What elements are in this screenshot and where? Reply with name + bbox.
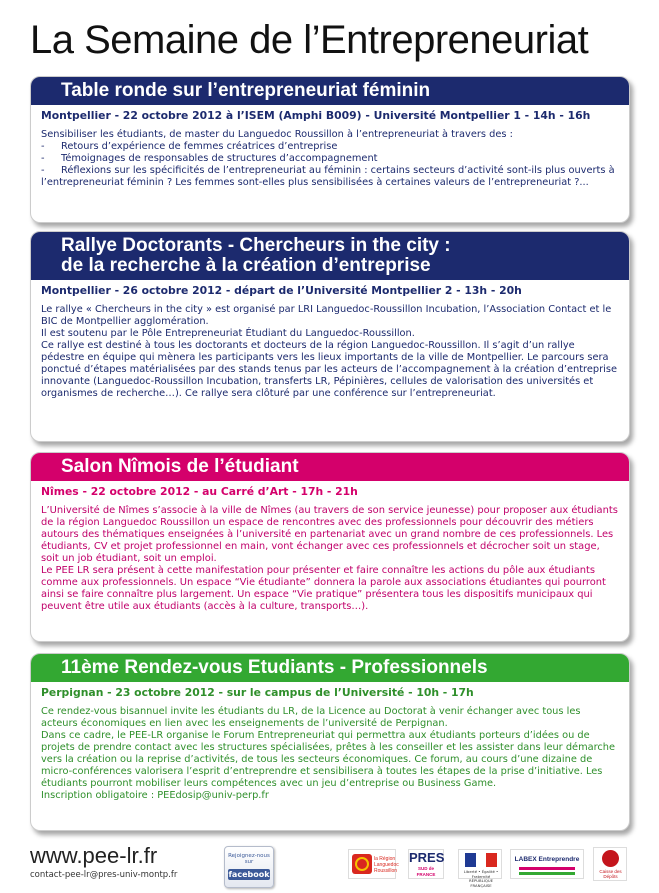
paragraph: Ce rendez-vous bisannuel invite les étudiants du LR, de la Licence au Doctorat à venir échanger avec tous les acteurs économiques en lien avec les enseignements de l’université de Perpignan. bbox=[41, 706, 581, 729]
event-card-rendez-vous bbox=[30, 653, 630, 831]
region-logo-text: la Région Languedoc Roussillon bbox=[374, 856, 399, 874]
event-heading-line: Salon Nîmois de l’étudiant bbox=[61, 456, 299, 477]
labex-logo bbox=[510, 849, 584, 879]
website-link[interactable]: www.pee-lr.fr bbox=[30, 843, 158, 868]
list-item: - Témoignages de responsables de structures d’accompagnement bbox=[41, 153, 378, 164]
event-intro: Sensibiliser les étudiants, de master du Languedoc Roussillon à l’entrepreneuriat à travers des : bbox=[41, 129, 513, 140]
event-heading-line: Rallye Doctorants - Chercheurs in the city : bbox=[61, 235, 451, 256]
labex-bar-icon bbox=[519, 872, 575, 875]
event-heading-line: de la recherche à la création d’entreprise bbox=[61, 255, 431, 276]
event-heading bbox=[31, 453, 629, 481]
list-item: - Réflexions sur les spécificités de l’entrepreneuriat au féminin : certains secteurs d’activité sont-ils plus ouverts à l’entrepreneuriat féminin ? Les femmes sont-elles plus sensibilisées à certaines valeurs de l’entrepreneuriat ?... bbox=[41, 165, 615, 188]
event-subtitle: Montpellier - 26 octobre 2012 - départ de l’Université Montpellier 2 - 13h - 20h bbox=[41, 284, 522, 297]
caisse-depots-emblem-icon bbox=[602, 850, 619, 867]
event-subtitle: Perpignan - 23 octobre 2012 - sur le campus de l’Université - 10h - 17h bbox=[41, 686, 474, 699]
caisse-depots-text: Caisse des Dépôts bbox=[599, 869, 622, 879]
facebook-join-label: Rejoignez-nous sur bbox=[228, 853, 270, 865]
paragraph: Ce rallye est destiné à tous les doctorants et docteurs de la région Languedoc-Roussillon. Il s’agit d’un rallye pédestre en équipe qui mènera les participants vers les lieux importants de la ville de Montpellier. Le parcours sera ponctué d’étapes matérialisées par des stands tenus par les acteurs de l’accompagnement à la création d’entreprise innovante (Languedoc-Roussillon Incubation, transferts LR, Pépinières, cellules de valorisation des universités et organismes de recherche…). Ce rallye sera clôturé par une conférence sur l’entrepreneuriat. bbox=[41, 340, 617, 399]
event-card-table-ronde bbox=[30, 76, 630, 223]
event-subtitle: Montpellier - 22 octobre 2012 à l’ISEM (Amphi B009) - Université Montpellier 1 - 14h - 16h bbox=[41, 109, 591, 122]
region-cross-icon bbox=[355, 857, 369, 871]
french-flag-icon bbox=[465, 853, 497, 867]
republique-logo bbox=[458, 849, 502, 888]
event-card-salon-nimois bbox=[30, 452, 630, 642]
republique-logo-text: Liberté • Égalité • Fraternité RÉPUBLIQUE FRANÇAISE bbox=[463, 869, 499, 888]
labex-logo-text: LABEX Entreprendre bbox=[514, 856, 580, 863]
contact-email-link[interactable]: contact-pee-lr@pres-univ-montp.fr bbox=[30, 870, 178, 880]
labex-bar-icon bbox=[519, 867, 575, 870]
event-description bbox=[31, 501, 629, 617]
event-heading-line: 11ème Rendez-vous Etudiants - Professionnels bbox=[61, 657, 488, 678]
pres-logo bbox=[408, 849, 444, 879]
event-heading bbox=[31, 77, 629, 105]
paragraph: Il est soutenu par le Pôle Entrepreneuriat Étudiant du Languedoc-Roussillon. bbox=[41, 328, 415, 339]
event-heading bbox=[31, 232, 629, 280]
paragraph: Le PEE LR sera présent à cette manifestation pour présenter et faire connaître les actions du pôle aux étudiants comme aux professionnels. Un espace “Vie étudiante” donnera la parole aux associations étudiantes qui pourront ainsi se faire connaître plus largement. Un espace “Vie pratique” présentera tous les dispositifs municipaux qui peuvent être utile aux étudiants (accès à la culture, transports…). bbox=[41, 565, 606, 612]
facebook-label: facebook bbox=[228, 870, 270, 879]
event-description bbox=[31, 125, 629, 193]
event-heading bbox=[31, 654, 629, 682]
event-description bbox=[31, 702, 629, 806]
event-heading-line: Table ronde sur l’entrepreneuriat féminin bbox=[61, 80, 431, 101]
paragraph: Le rallye « Chercheurs in the city » est organisé par LRI Languedoc-Roussillon Incubation, l’Association Contact et le BIC de Montpellier agglomération. bbox=[41, 304, 612, 327]
event-subtitle: Nîmes - 22 octobre 2012 - au Carré d’Art - 17h - 21h bbox=[41, 485, 358, 498]
pres-logo-sub: SUD de FRANCE bbox=[416, 866, 436, 877]
facebook-button[interactable] bbox=[224, 846, 274, 888]
paragraph: Inscription obligatoire : PEEdosip@univ-perp.fr bbox=[41, 790, 269, 801]
list-item: - Retours d’expérience de femmes créatrices d’entreprise bbox=[41, 141, 338, 152]
region-lr-logo bbox=[348, 849, 399, 879]
event-card-rallye bbox=[30, 231, 630, 442]
pres-logo-main: PRES bbox=[409, 850, 445, 865]
paragraph: Dans ce cadre, le PEE-LR organise le Forum Entrepreneuriat qui permettra aux étudiants porteurs d’idées ou de projets de prendre contact avec les structures spécialisées, prêtes à les conseiller et les assister dans leur démarche vers la création ou la reprise d’activités, de tous les secteurs économiques. Ce forum, au cours d’une dizaine de micro-conférences valorisera l’esprit d’entreprendre et sensibilisera à toutes les étapes de la prise d’initiative. Les étudiants pourront mobiliser leurs compétences avec un jeu d’entreprise ou Business Game. bbox=[41, 730, 616, 789]
caisse-depots-logo bbox=[593, 847, 627, 881]
event-description bbox=[31, 300, 629, 404]
paragraph: L’Université de Nîmes s’associe à la ville de Nîmes (au travers de son service jeunesse) pour proposer aux étudiants de la région Languedoc Roussillon un espace de rencontres avec des professionnels pour découvrir des métiers autours des thématiques enseignées à l’université en partenariat avec un grand nombre de ces professionnels. Les étudiants, CV et projet professionnel en main, vont échanger avec ces professionnels et décrocher soit un stage, soit un job étudiant, soit un emploi. bbox=[41, 505, 618, 564]
page-title: La Semaine de l’Entrepreneuriat bbox=[30, 18, 589, 62]
